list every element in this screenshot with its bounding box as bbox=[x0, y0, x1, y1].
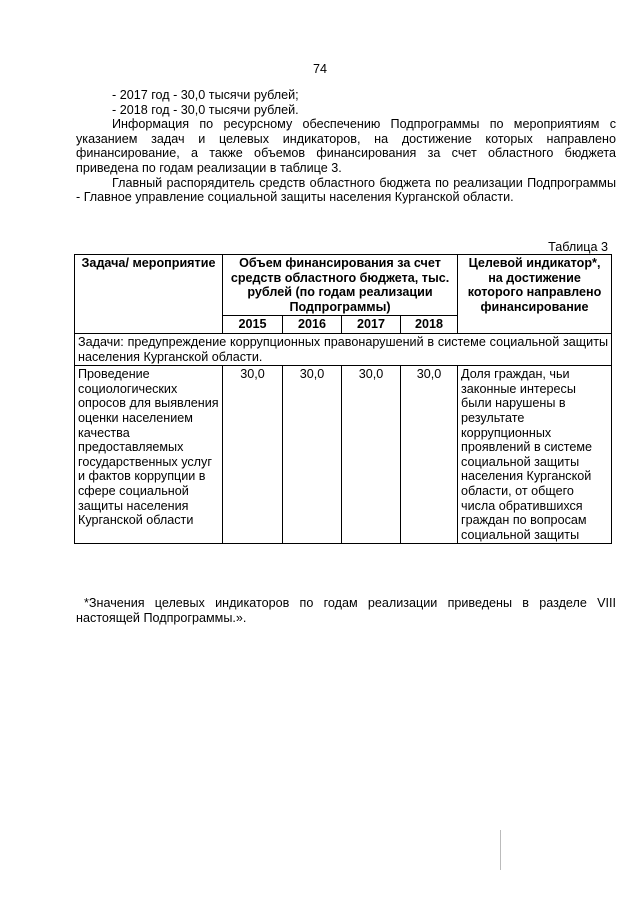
value-2016: 30,0 bbox=[283, 366, 342, 544]
year-2015: 2015 bbox=[223, 316, 283, 334]
budget-line-2017: - 2017 год - 30,0 тысячи рублей; bbox=[112, 88, 299, 102]
task-row: Задачи: предупреждение коррупционных правонарушений в системе социальной защиты населения Курганской области. bbox=[75, 333, 612, 365]
header-funding: Объем финансирования за счет средств областного бюджета, тыс. рублей (по годам реализации Подпрограммы) bbox=[223, 255, 458, 316]
value-2015: 30,0 bbox=[223, 366, 283, 544]
manager-paragraph: Главный распорядитель средств областного бюджета по реализации Подпрограммы - Главное управление социальной защиты населения Курганской области. bbox=[76, 175, 616, 205]
table-caption: Таблица 3 bbox=[548, 240, 608, 254]
indicator-cell: Доля граждан, чьи законные интересы были нарушены в результате коррупционных проявлений в системе социальной защиты населения Курганской области, от общего числа обратившихся граждан по вопросам социальной защиты bbox=[458, 366, 612, 544]
funding-table bbox=[74, 254, 612, 544]
scan-margin-mark bbox=[500, 830, 501, 870]
footnote: *Значения целевых индикаторов по годам реализации приведены в разделе VIII настоящей Подпрограммы.». bbox=[76, 596, 616, 625]
info-paragraph: Информация по ресурсному обеспечению Подпрограммы по мероприятиям с указанием задач и целевых индикаторов, на достижение которых направлено финансирование, а также объемов финансирования за счет областного бюджета приведена по годам реализации в таблице 3. bbox=[76, 117, 616, 175]
value-2018: 30,0 bbox=[401, 366, 458, 544]
year-2016: 2016 bbox=[283, 316, 342, 334]
table-row bbox=[75, 366, 612, 544]
page-number: 74 bbox=[312, 62, 327, 76]
year-2017: 2017 bbox=[342, 316, 401, 334]
header-task: Задача/ мероприятие bbox=[75, 255, 223, 334]
budget-line-2018: - 2018 год - 30,0 тысячи рублей. bbox=[112, 102, 299, 117]
body-text bbox=[76, 88, 616, 205]
activity-cell: Проведение социологических опросов для выявления оценки населением качества предоставляемых государственных услуг и фактов коррупции в сфере социальной защиты населения Курганской области bbox=[75, 366, 223, 544]
header-indicator: Целевой индикатор*, на достижение которого направлено финансирование bbox=[458, 255, 612, 334]
year-2018: 2018 bbox=[401, 316, 458, 334]
value-2017: 30,0 bbox=[342, 366, 401, 544]
